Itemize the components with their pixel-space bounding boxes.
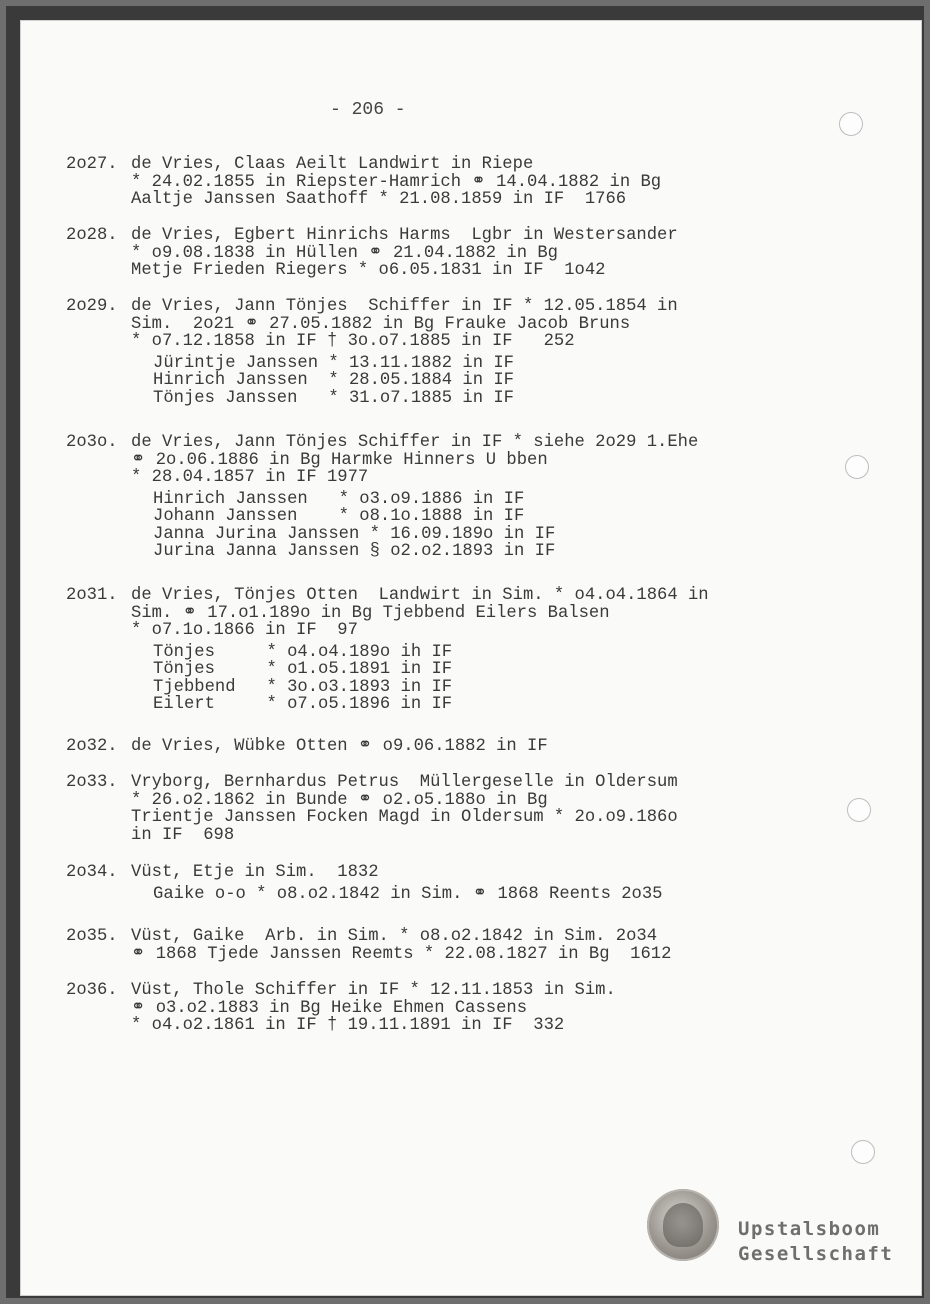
- entry-number: 2o33.: [66, 773, 118, 792]
- entry-line: ⚭ o3.o2.1883 in Bg Heike Ehmen Cassens: [131, 998, 528, 1018]
- entry-body: [131, 434, 698, 561]
- child-entry: Tjebbend * 3o.o3.1893 in IF: [153, 677, 453, 697]
- children-list: [131, 491, 698, 561]
- child-entry: Eilert * o7.o5.1896 in IF: [153, 695, 453, 714]
- entry-line: de Vries, Jann Tönjes Schiffer in IF * siehe 2o29 1.Ehe: [131, 433, 699, 452]
- entry-line: de Vries, Claas Aeilt Landwirt in Riepe: [131, 155, 534, 174]
- child-entry: Hinrich Janssen * o3.o9.1886 in IF: [153, 489, 525, 509]
- entry-line: Aaltje Janssen Saathoff * 21.08.1859 in IF 1766: [131, 190, 627, 209]
- entry-number: 2o32.: [66, 737, 118, 756]
- child-entry: Tönjes * o1.o5.1891 in IF: [153, 660, 453, 679]
- entry-number: 2o27.: [66, 155, 118, 174]
- entry-body: [131, 738, 548, 756]
- punch-hole-icon: [847, 798, 871, 822]
- punch-hole-icon: [839, 112, 863, 136]
- entry-line: de Vries, Egbert Hinrichs Harms Lgbr in Westersander: [131, 226, 678, 245]
- child-entry: Hinrich Janssen * 28.05.1884 in IF: [153, 371, 514, 390]
- children-list: [131, 355, 678, 408]
- entry-line: de Vries, Jann Tönjes Schiffer in IF * 12.05.1854 in: [131, 297, 678, 316]
- entry-line: * 26.o2.1862 in Bunde ⚭ o2.o5.188o in Bg: [131, 790, 548, 810]
- entry-line: * o7.1o.1866 in IF 97: [131, 621, 358, 640]
- entry-body: [131, 774, 678, 844]
- entry-line: * o9.08.1838 in Hüllen ⚭ 21.04.1882 in Bg: [131, 243, 558, 263]
- entry-number: 2o29.: [66, 297, 118, 316]
- entry-line: * 28.04.1857 in IF 1977: [131, 468, 369, 487]
- child-entry: Johann Janssen * o8.1o.1888 in IF: [153, 507, 525, 526]
- entry-body: [131, 156, 661, 209]
- child-entry: Jurina Janna Janssen § o2.o2.1893 in IF: [153, 542, 556, 561]
- entry-body: [131, 864, 662, 903]
- child-entry: Gaike o-o * o8.o2.1842 in Sim. ⚭ 1868 Reents 2o35: [153, 884, 663, 904]
- entry-number: 2o36.: [66, 981, 118, 1000]
- entry-line: Vüst, Gaike Arb. in Sim. * o8.o2.1842 in Sim. 2o34: [131, 927, 658, 946]
- entry-number: 2o34.: [66, 863, 118, 882]
- entry-line: Vüst, Thole Schiffer in IF * 12.11.1853 in Sim.: [131, 981, 616, 1000]
- entry-number: 2o31.: [66, 586, 118, 605]
- child-entry: Tönjes * o4.o4.189o ih IF: [153, 642, 453, 662]
- entry-line: Trientje Janssen Focken Magd in Oldersum * 2o.o9.186o: [131, 808, 678, 827]
- entry-line: Sim. 2o21 ⚭ 27.05.1882 in Bg Frauke Jacob Bruns: [131, 314, 631, 334]
- entry-number: 2o28.: [66, 226, 118, 245]
- punch-hole-icon: [845, 455, 869, 479]
- entry-line: Vryborg, Bernhardus Petrus Müllergeselle in Oldersum: [131, 773, 678, 792]
- entry-line: Vüst, Etje in Sim. 1832: [131, 863, 379, 882]
- entry-body: [131, 227, 678, 280]
- entry-line: Sim. ⚭ 17.o1.189o in Bg Tjebbend Eilers Balsen: [131, 603, 610, 623]
- seal-logo-icon: [647, 1189, 719, 1261]
- entry-line: * 24.02.1855 in Riepster-Hamrich ⚭ 14.04.1882 in Bg: [131, 172, 662, 192]
- entry-number: 2o35.: [66, 927, 118, 946]
- entry-line: * o7.12.1858 in IF † 3o.o7.1885 in IF 252: [131, 332, 575, 351]
- entry-line: ⚭ 1868 Tjede Janssen Reemts * 22.08.1827 in Bg 1612: [131, 944, 672, 964]
- entry-line: Metje Frieden Riegers * o6.05.1831 in IF 1o42: [131, 261, 606, 280]
- entry-line: in IF 698: [131, 825, 235, 845]
- entry-body: [131, 298, 678, 407]
- entry-body: [131, 982, 616, 1035]
- brand-line2: Gesellschaft: [738, 1243, 894, 1265]
- punch-hole-icon: [851, 1140, 875, 1164]
- entry-body: [131, 928, 671, 963]
- brand-line1: Upstalsboom: [738, 1218, 881, 1240]
- entry-line: ⚭ 2o.06.1886 in Bg Harmke Hinners U bben: [131, 450, 548, 470]
- page-number: - 206 -: [330, 100, 406, 120]
- entry-body: [131, 587, 709, 714]
- child-entry: Tönjes Janssen * 31.o7.1885 in IF: [153, 388, 514, 408]
- child-entry: Jürintje Janssen * 13.11.1882 in IF: [153, 353, 514, 373]
- entry-line: de Vries, Wübke Otten ⚭ o9.06.1882 in IF: [131, 737, 548, 756]
- entry-number: 2o3o.: [66, 433, 118, 452]
- children-list: [131, 886, 662, 904]
- child-entry: Janna Jurina Janssen * 16.09.189o in IF: [153, 524, 556, 544]
- entry-line: * o4.o2.1861 in IF † 19.11.1891 in IF 332: [131, 1016, 565, 1035]
- entry-line: de Vries, Tönjes Otten Landwirt in Sim. * o4.o4.1864 in: [131, 586, 709, 605]
- children-list: [131, 644, 709, 714]
